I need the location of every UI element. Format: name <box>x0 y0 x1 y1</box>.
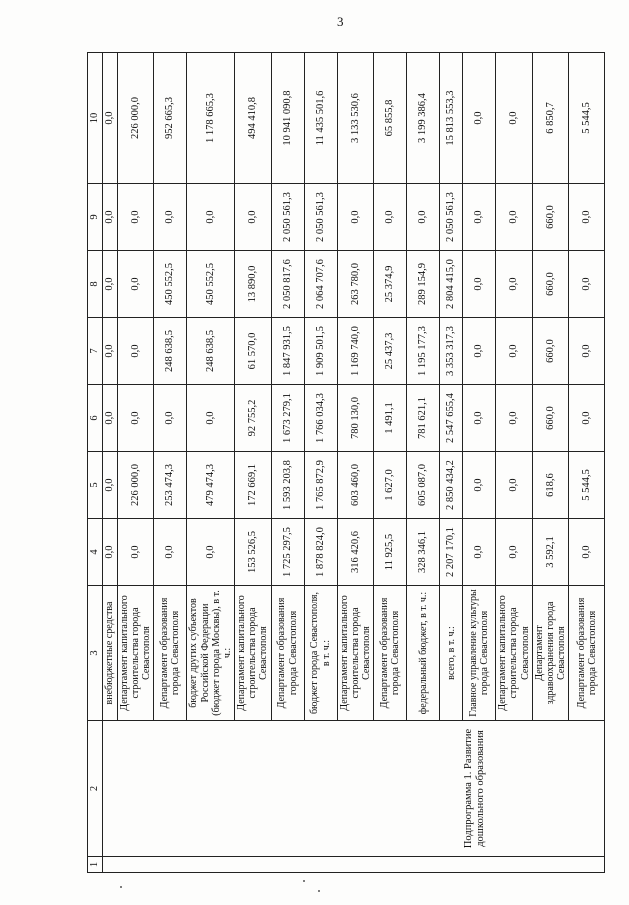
value-cell: 0,0 <box>463 53 496 184</box>
value-cell: 153 526,5 <box>235 519 272 586</box>
value-cell: 0,0 <box>496 251 533 318</box>
value-cell: 11 435 501,6 <box>304 53 337 184</box>
funding-source-cell: всего, в т. ч.: <box>440 586 463 721</box>
value-cell: 0,0 <box>117 385 154 452</box>
funding-source-cell: Департамент образования города Севастополя <box>569 586 605 721</box>
value-cell: 660,0 <box>532 318 569 385</box>
value-cell: 11 925,5 <box>374 519 407 586</box>
value-cell: 0,0 <box>463 184 496 251</box>
value-cell: 0,0 <box>463 385 496 452</box>
header-row <box>88 53 103 873</box>
header-cell: 2 <box>88 721 103 857</box>
value-cell: 289 154,9 <box>407 251 440 318</box>
value-cell: 660,0 <box>532 251 569 318</box>
value-cell: 0,0 <box>117 251 154 318</box>
value-cell: 0,0 <box>463 519 496 586</box>
value-cell: 1 725 297,5 <box>271 519 304 586</box>
value-cell: 660,0 <box>532 184 569 251</box>
scan-speck <box>318 890 320 892</box>
value-cell: 172 669,1 <box>235 452 272 519</box>
header-cell: 7 <box>88 318 103 385</box>
header-cell: 5 <box>88 452 103 519</box>
funding-source-cell: Департамент здравоохранения города Севастополя <box>532 586 569 721</box>
value-cell: 3 199 386,4 <box>407 53 440 184</box>
value-cell: 25 374,9 <box>374 251 407 318</box>
value-cell: 1 178 665,3 <box>187 53 235 184</box>
value-cell: 479 474,3 <box>187 452 235 519</box>
value-cell: 0,0 <box>496 385 533 452</box>
value-cell: 0,0 <box>374 184 407 251</box>
value-cell: 780 130,0 <box>337 385 374 452</box>
value-cell: 2 547 655,4 <box>440 385 463 452</box>
value-cell: 248 638,5 <box>187 318 235 385</box>
value-cell: 1 765 872,9 <box>304 452 337 519</box>
funding-source-cell: бюджет города Севастополя, в т. ч.: <box>304 586 337 721</box>
value-cell: 0,0 <box>463 251 496 318</box>
value-cell: 2 207 170,1 <box>440 519 463 586</box>
value-cell: 1 847 931,5 <box>271 318 304 385</box>
value-cell: 0,0 <box>187 519 235 586</box>
header-cell: 4 <box>88 519 103 586</box>
header-cell: 10 <box>88 53 103 184</box>
value-cell: 1 878 824,0 <box>304 519 337 586</box>
budget-table <box>87 52 605 873</box>
value-cell: 1 593 203,8 <box>271 452 304 519</box>
value-cell: 1 491,1 <box>374 385 407 452</box>
value-cell: 1 673 279,1 <box>271 385 304 452</box>
value-cell: 248 638,5 <box>154 318 187 385</box>
funding-source-cell: Департамент капитального строительства города Севастополя <box>117 586 154 721</box>
value-cell: 0,0 <box>187 184 235 251</box>
value-cell: 0,0 <box>496 184 533 251</box>
table-row <box>102 53 117 873</box>
funding-source-cell: внебюджетные средства <box>102 586 117 721</box>
value-cell: 0,0 <box>154 519 187 586</box>
value-cell: 92 755,2 <box>235 385 272 452</box>
value-cell: 316 420,6 <box>337 519 374 586</box>
funding-source-cell: Департамент капитального строительства города Севастополя <box>337 586 374 721</box>
value-cell: 5 544,5 <box>569 53 605 184</box>
value-cell: 2 050 561,3 <box>271 184 304 251</box>
col1-empty-cell <box>102 857 605 873</box>
value-cell: 3 592,1 <box>532 519 569 586</box>
header-cell: 6 <box>88 385 103 452</box>
value-cell: 0,0 <box>337 184 374 251</box>
value-cell: 1 766 034,3 <box>304 385 337 452</box>
value-cell: 226 000,0 <box>117 452 154 519</box>
funding-source-cell: Департамент капитального строительства города Севастополя <box>235 586 272 721</box>
value-cell: 0,0 <box>117 519 154 586</box>
value-cell: 1 195 177,3 <box>407 318 440 385</box>
value-cell: 450 552,5 <box>187 251 235 318</box>
value-cell: 2 804 415,0 <box>440 251 463 318</box>
value-cell: 0,0 <box>569 385 605 452</box>
value-cell: 328 346,1 <box>407 519 440 586</box>
funding-source-cell: Департамент образования города Севастополя <box>154 586 187 721</box>
rotated-table-wrapper <box>87 53 598 873</box>
value-cell: 3 353 317,3 <box>440 318 463 385</box>
value-cell: 0,0 <box>102 519 117 586</box>
header-cell: 3 <box>88 586 103 721</box>
value-cell: 0,0 <box>463 452 496 519</box>
value-cell: 1 627,0 <box>374 452 407 519</box>
page-number: 3 <box>337 14 344 29</box>
value-cell: 0,0 <box>569 251 605 318</box>
value-cell: 0,0 <box>496 452 533 519</box>
subprogram-title: Подпрограмма 1. Развитие дошкольного образования <box>102 721 605 857</box>
value-cell: 0,0 <box>102 452 117 519</box>
value-cell: 0,0 <box>407 184 440 251</box>
header-cell: 8 <box>88 251 103 318</box>
funding-source-cell: федеральный бюджет, в т. ч.: <box>407 586 440 721</box>
value-cell: 0,0 <box>496 318 533 385</box>
header-cell: 9 <box>88 184 103 251</box>
value-cell: 0,0 <box>496 53 533 184</box>
value-cell: 0,0 <box>117 184 154 251</box>
value-cell: 952 665,3 <box>154 53 187 184</box>
value-cell: 494 410,8 <box>235 53 272 184</box>
value-cell: 0,0 <box>463 318 496 385</box>
value-cell: 2 050 817,6 <box>271 251 304 318</box>
value-cell: 25 437,3 <box>374 318 407 385</box>
value-cell: 0,0 <box>569 318 605 385</box>
value-cell: 10 941 090,8 <box>271 53 304 184</box>
value-cell: 660,0 <box>532 385 569 452</box>
value-cell: 2 850 434,2 <box>440 452 463 519</box>
value-cell: 0,0 <box>569 519 605 586</box>
value-cell: 1 169 740,0 <box>337 318 374 385</box>
value-cell: 1 909 501,5 <box>304 318 337 385</box>
value-cell: 6 850,7 <box>532 53 569 184</box>
value-cell: 2 050 561,3 <box>440 184 463 251</box>
value-cell: 618,6 <box>532 452 569 519</box>
value-cell: 0,0 <box>569 184 605 251</box>
value-cell: 603 460,0 <box>337 452 374 519</box>
value-cell: 2 064 707,6 <box>304 251 337 318</box>
value-cell: 0,0 <box>102 385 117 452</box>
scan-speck <box>120 886 122 888</box>
scan-speck <box>303 880 305 882</box>
value-cell: 226 000,0 <box>117 53 154 184</box>
funding-source-cell: Департамент образования города Севастополя <box>271 586 304 721</box>
value-cell: 781 621,1 <box>407 385 440 452</box>
value-cell: 253 474,3 <box>154 452 187 519</box>
funding-source-cell: Департамент капитального строительства города Севастополя <box>496 586 533 721</box>
value-cell: 0,0 <box>496 519 533 586</box>
value-cell: 15 813 553,3 <box>440 53 463 184</box>
value-cell: 263 780,0 <box>337 251 374 318</box>
value-cell: 0,0 <box>102 53 117 184</box>
value-cell: 0,0 <box>187 385 235 452</box>
value-cell: 0,0 <box>154 184 187 251</box>
value-cell: 0,0 <box>235 184 272 251</box>
funding-source-cell: Главное управление культуры города Севастополя <box>463 586 496 721</box>
value-cell: 2 050 561,3 <box>304 184 337 251</box>
funding-source-cell: бюджет других субъектов Российской Федерации (бюджет города Москвы), в т. ч.: <box>187 586 235 721</box>
value-cell: 0,0 <box>117 318 154 385</box>
value-cell: 0,0 <box>154 385 187 452</box>
value-cell: 0,0 <box>102 251 117 318</box>
value-cell: 605 087,0 <box>407 452 440 519</box>
header-cell: 1 <box>88 857 103 873</box>
value-cell: 0,0 <box>102 184 117 251</box>
value-cell: 61 570,0 <box>235 318 272 385</box>
value-cell: 13 890,0 <box>235 251 272 318</box>
value-cell: 3 133 530,6 <box>337 53 374 184</box>
value-cell: 65 855,8 <box>374 53 407 184</box>
value-cell: 0,0 <box>102 318 117 385</box>
value-cell: 450 552,5 <box>154 251 187 318</box>
value-cell: 5 544,5 <box>569 452 605 519</box>
funding-source-cell: Департамент образования города Севастополя <box>374 586 407 721</box>
